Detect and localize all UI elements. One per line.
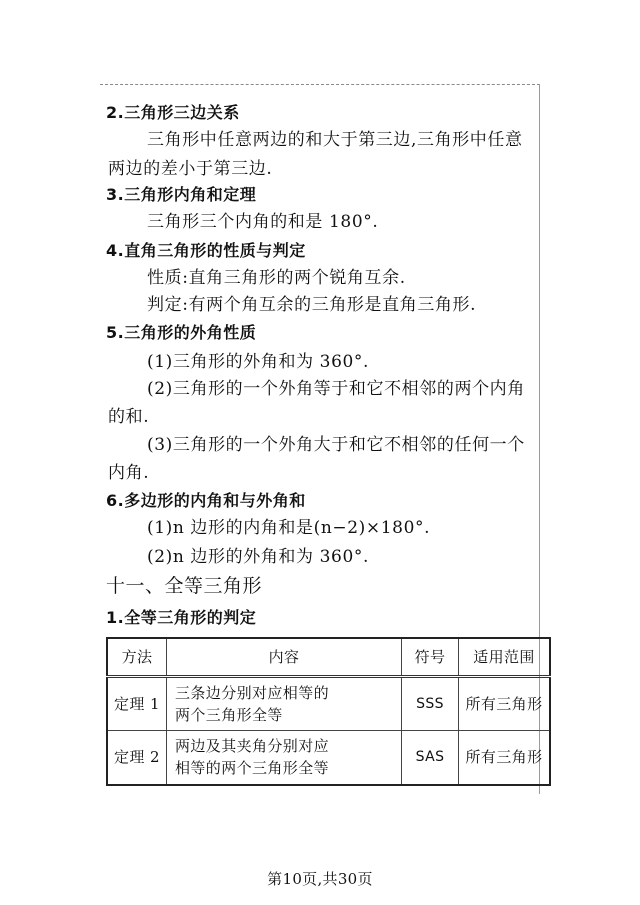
- cell-scope: 所有三角形: [459, 731, 551, 785]
- table-row: [107, 731, 550, 785]
- cell-content: [167, 677, 402, 731]
- cell-content: [167, 731, 402, 785]
- section-6-line-1: (1)n 边形的内角和是(n−2)×180°.: [147, 518, 431, 538]
- section-2-line-1: 三角形中任意两边的和大于第三边,三角形中任意: [147, 130, 523, 150]
- chapter-title: 十一、全等三角形: [106, 575, 263, 597]
- cell-method: 定理 1: [107, 677, 167, 731]
- section-5-line-4: (3)三角形的一个外角大于和它不相邻的任何一个: [147, 435, 525, 455]
- congruence-table: [106, 637, 551, 786]
- header-content: 内容: [167, 638, 402, 677]
- section-4-line-2: 判定:有两个角互余的三角形是直角三角形.: [147, 295, 477, 315]
- section-6-line-2: (2)n 边形的外角和为 360°.: [147, 547, 369, 567]
- page-footer: 第10页,共30页: [267, 870, 373, 888]
- section-heading-3: 3.三角形内角和定理: [106, 185, 257, 204]
- cell-content-line: 两边及其夹角分别对应: [175, 737, 330, 756]
- cell-content-line: 相等的两个三角形全等: [175, 759, 330, 778]
- section-4-line-1: 性质:直角三角形的两个锐角互余.: [147, 268, 406, 288]
- section-heading-4: 4.直角三角形的性质与判定: [106, 241, 306, 260]
- top-dashed-rule: [100, 84, 540, 85]
- header-symbol: 符号: [402, 638, 459, 677]
- subheading: 1.全等三角形的判定: [106, 608, 257, 627]
- header-method: 方法: [107, 638, 167, 677]
- section-heading-2: 2.三角形三边关系: [106, 103, 240, 122]
- section-5-line-5: 内角.: [108, 463, 150, 483]
- section-5-line-2: (2)三角形的一个外角等于和它不相邻的两个内角: [147, 379, 525, 399]
- table-header-row: [107, 638, 550, 677]
- table-row: [107, 677, 550, 731]
- cell-method: 定理 2: [107, 731, 167, 785]
- cell-scope: 所有三角形: [459, 677, 551, 731]
- section-5-line-3: 的和.: [108, 407, 150, 427]
- header-scope: 适用范围: [459, 638, 551, 677]
- section-5-line-1: (1)三角形的外角和为 360°.: [147, 352, 370, 372]
- cell-content-line: 三条边分别对应相等的: [175, 684, 330, 702]
- cell-content-line: 两个三角形全等: [175, 706, 283, 724]
- cell-symbol: SSS: [402, 677, 459, 731]
- section-heading-5: 5.三角形的外角性质: [106, 323, 257, 342]
- section-heading-6: 6.多边形的内角和与外角和: [106, 491, 306, 510]
- section-3-line-1: 三角形三个内角的和是 180°.: [147, 212, 379, 232]
- cell-symbol: SAS: [402, 731, 459, 785]
- section-2-line-2: 两边的差小于第三边.: [108, 159, 273, 179]
